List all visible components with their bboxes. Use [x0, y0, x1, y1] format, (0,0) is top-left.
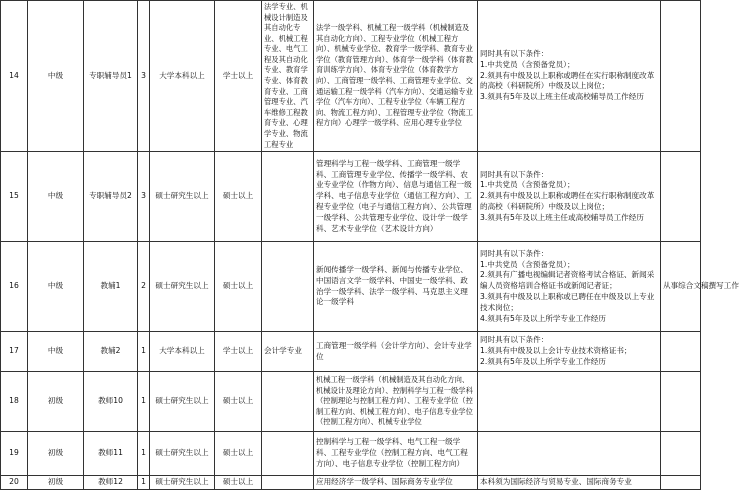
other-requirements — [478, 432, 661, 476]
degree: 硕士以上 — [215, 152, 262, 242]
degree: 硕士以上 — [215, 372, 262, 432]
hire-count: 1 — [138, 332, 150, 372]
undergrad-major: 法学专业、机械设计制造及其自动化专业、机械工程专业、电气工程及其自动化专业、教育学专业、体育教育专业、工商管理专业、汽车维修工程教育专业、心理学专业、物流工程专业 — [262, 1, 314, 152]
hire-count: 3 — [138, 1, 150, 152]
remarks — [661, 1, 701, 152]
remarks — [661, 372, 701, 432]
post-level: 初级 — [28, 372, 84, 432]
other-requirements: 同时具有以下条件： 1.中共党员（含预备党员）； 2.须具有广播电视编辑记者资格考试合格证、新闻采编人员资格培训合格证书或新闻记者证； 3.须具有中级及以上职称或已聘任在中级及以上专业技术岗位； 4.须具有5年及以上所学专业工作经历 — [478, 242, 661, 332]
row-number: 17 — [1, 332, 28, 372]
post-level: 中级 — [28, 152, 84, 242]
post-name: 教师11 — [84, 432, 138, 476]
degree: 硕士以上 — [215, 242, 262, 332]
postgrad-major: 新闻传播学一级学科、新闻与传播专业学位、中国语言文学一级学科、中国史一级学科、政治学一级学科、法学一级学科、马克思主义理论一级学科 — [314, 242, 478, 332]
postgrad-major: 应用经济学一级学科、国际商务专业学位 — [314, 476, 478, 490]
table-row — [1, 242, 701, 332]
other-requirements: 本科须为国际经济与贸易专业、国际商务专业 — [478, 476, 661, 490]
post-name: 教辅1 — [84, 242, 138, 332]
postgrad-major: 控制科学与工程一级学科、电气工程一级学科、工程专业学位（控制工程方向、电气工程方向）、电子信息专业学位（控制工程方向） — [314, 432, 478, 476]
hire-count: 1 — [138, 476, 150, 490]
row-number: 16 — [1, 242, 28, 332]
other-requirements: 同时具有以下条件： 1.须具有中级及以上会计专业技术资格证书； 2.须具有5年及以上所学专业工作经历 — [478, 332, 661, 372]
table-row — [1, 476, 701, 490]
undergrad-major: 会计学专业 — [262, 332, 314, 372]
undergrad-major — [262, 242, 314, 332]
remarks — [661, 332, 701, 372]
post-name: 教师10 — [84, 372, 138, 432]
education: 硕士研究生以上 — [150, 152, 215, 242]
post-level: 中级 — [28, 332, 84, 372]
remarks — [661, 432, 701, 476]
degree: 学士以上 — [215, 332, 262, 372]
post-level: 初级 — [28, 432, 84, 476]
remarks: 从事综合文稿撰写工作 — [661, 242, 701, 332]
table-row — [1, 152, 701, 242]
education: 硕士研究生以上 — [150, 242, 215, 332]
education: 大学本科以上 — [150, 332, 215, 372]
hire-count: 1 — [138, 372, 150, 432]
undergrad-major — [262, 432, 314, 476]
remarks — [661, 476, 701, 490]
row-number: 18 — [1, 372, 28, 432]
hire-count: 2 — [138, 242, 150, 332]
other-requirements — [478, 372, 661, 432]
post-level: 中级 — [28, 1, 84, 152]
hire-count: 3 — [138, 152, 150, 242]
row-number: 19 — [1, 432, 28, 476]
education: 大学本科以上 — [150, 1, 215, 152]
postgrad-major: 机械工程一级学科（机械制造及其自动化方向、机械设计及理论方向）、控制科学与工程一级学科（控制理论与控制工程方向）、工程专业学位（控制工程方向、机械工程方向）、电子信息专业学位（控制工程方向）、机械专业学位 — [314, 372, 478, 432]
table-row — [1, 1, 701, 152]
post-level: 初级 — [28, 476, 84, 490]
table-row — [1, 372, 701, 432]
undergrad-major — [262, 372, 314, 432]
table-row — [1, 432, 701, 476]
other-requirements: 同时具有以下条件： 1.中共党员（含预备党员）； 2.须具有中级及以上职称或聘任在实行职称制度改革的高校（科研院所）中级及以上岗位； 3.须具有5年及以上班主任或高校辅导员工作经历 — [478, 1, 661, 152]
post-name: 专职辅导员2 — [84, 152, 138, 242]
postgrad-major: 工商管理一级学科（会计学方向）、会计专业学位 — [314, 332, 478, 372]
hire-count: 1 — [138, 432, 150, 476]
post-name: 教辅2 — [84, 332, 138, 372]
postgrad-major: 管理科学与工程一级学科、工商管理一级学科、工商管理专业学位、传播学一级学科、农业专业学位（作物方向）、信息与通信工程一级学科、电子信息专业学位（通信工程方向）、工程专业学位（电子与通信工程方向）、公共管理一级学科、公共管理专业学位、设计学一级学科、艺术专业学位（艺术设计方向） — [314, 152, 478, 242]
row-number: 20 — [1, 476, 28, 490]
row-number: 15 — [1, 152, 28, 242]
remarks — [661, 152, 701, 242]
post-name: 教师12 — [84, 476, 138, 490]
education: 硕士研究生以上 — [150, 476, 215, 490]
degree: 硕士以上 — [215, 476, 262, 490]
row-number: 14 — [1, 1, 28, 152]
postgrad-major: 法学一级学科、机械工程一级学科（机械制造及其自动化方向）、工程专业学位（机械工程方向）、机械专业学位、教育学一级学科、教育专业学位（教育管理方向）、体育学一级学科（体育教育训练学方向）、体育专业学位（体育教学方向）、工商管理一级学科、工商管理专业学位、交通运输工程一级学科（汽车方向）、交通运输专业学位（汽车方向）、工程专业学位（车辆工程方向、物流工程方向）、工程管理专业学位（物流工程方向）心理学一级学科、应用心理专业学位 — [314, 1, 478, 152]
education: 硕士研究生以上 — [150, 432, 215, 476]
degree: 学士以上 — [215, 1, 262, 152]
education: 硕士研究生以上 — [150, 372, 215, 432]
post-name: 专职辅导员1 — [84, 1, 138, 152]
undergrad-major — [262, 476, 314, 490]
post-level: 中级 — [28, 242, 84, 332]
other-requirements: 同时具有以下条件： 1.中共党员（含预备党员）； 2.须具有中级及以上职称或聘任在实行职称制度改革的高校（科研院所）中级及以上岗位； 3.须具有5年及以上班主任或高校辅导员工作经历 — [478, 152, 661, 242]
degree: 硕士以上 — [215, 432, 262, 476]
table-row — [1, 332, 701, 372]
undergrad-major — [262, 152, 314, 242]
